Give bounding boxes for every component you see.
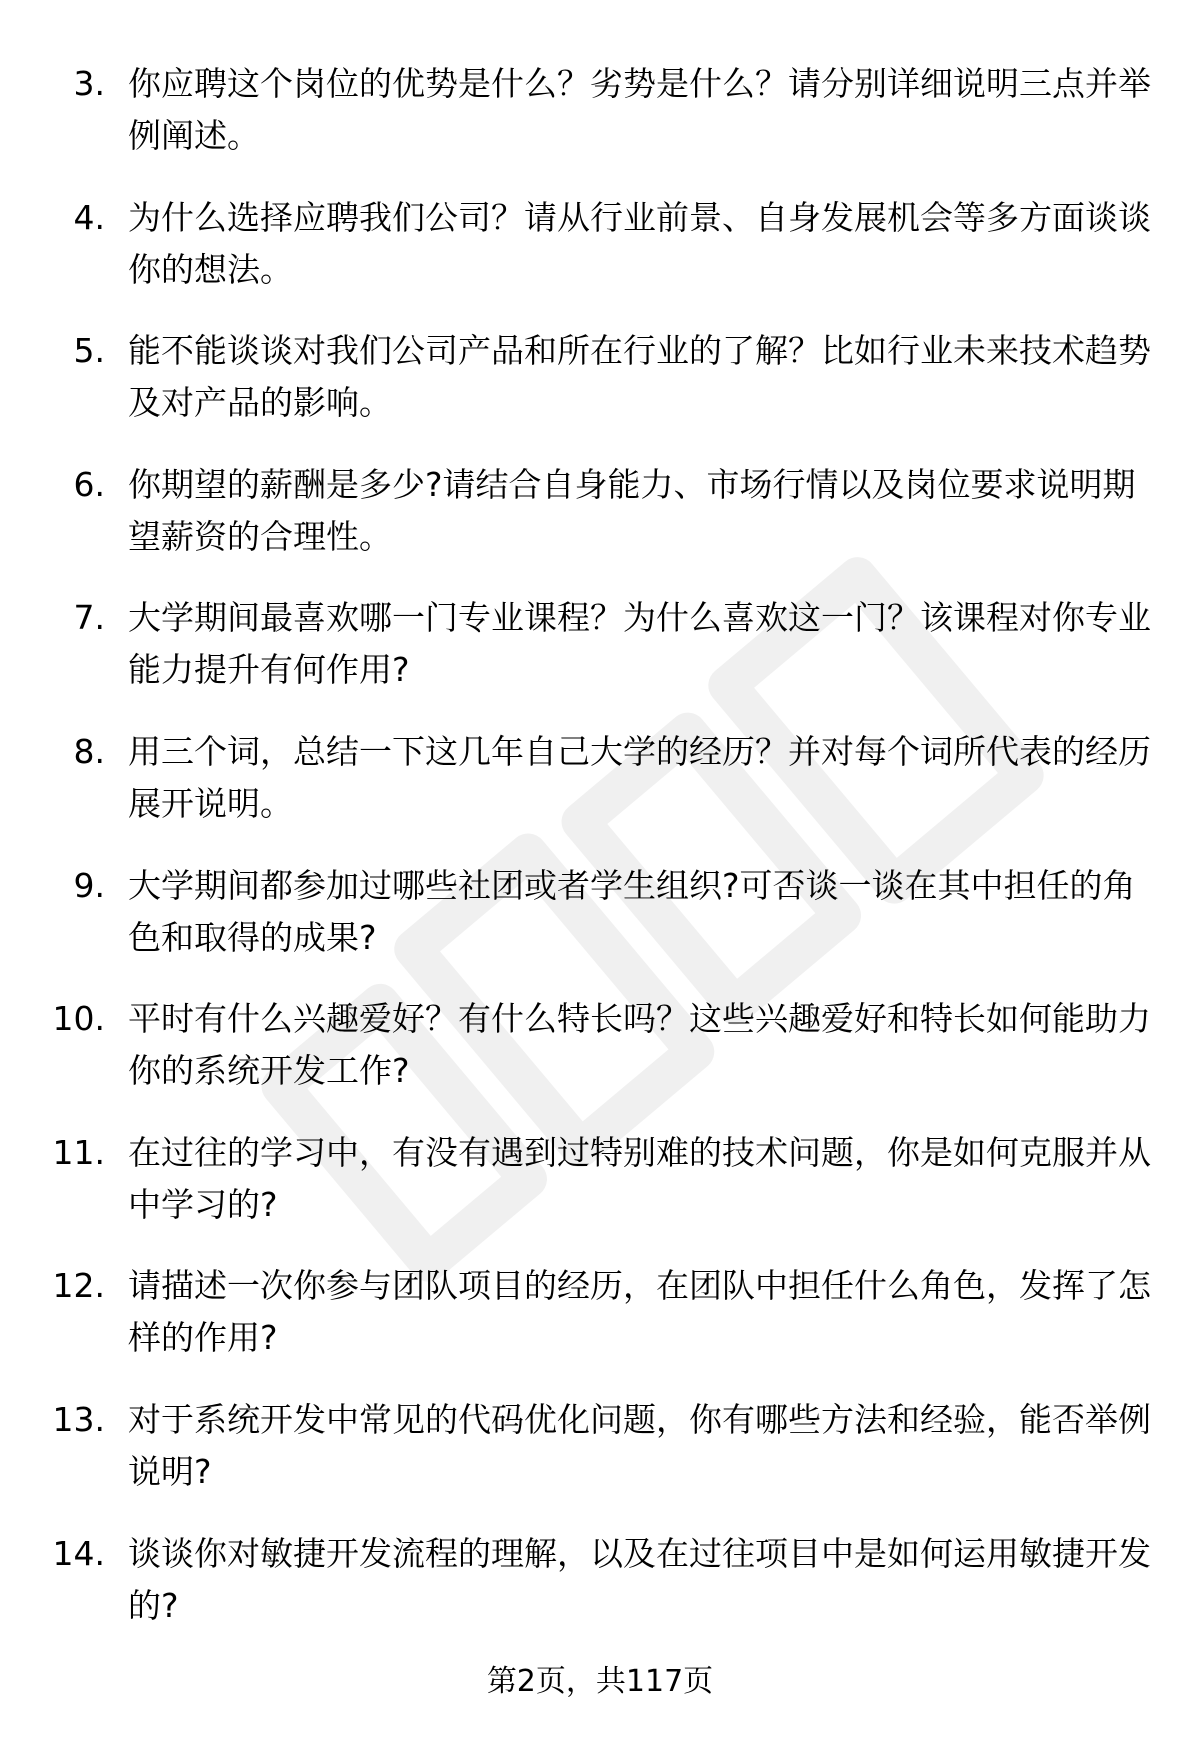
question-text: 你应聘这个岗位的优势是什么？劣势是什么？请分别详细说明三点并举例阐述。 xyxy=(128,64,1151,155)
question-number: 9. xyxy=(73,865,105,905)
list-item xyxy=(0,58,1200,192)
list-item xyxy=(0,1260,1200,1394)
question-text: 大学期间都参加过哪些社团或者学生组织?可否谈一谈在其中担任的角色和取得的成果? xyxy=(128,865,1136,957)
question-text: 对于系统开发中常见的代码优化问题，你有哪些方法和经验，能否举例说明? xyxy=(128,1399,1151,1491)
question-number: 5. xyxy=(73,331,105,371)
question-number: 14. xyxy=(52,1533,105,1573)
list-item xyxy=(0,192,1200,326)
question-number: 6. xyxy=(73,464,105,504)
question-number: 8. xyxy=(73,731,105,771)
question-text: 请描述一次你参与团队项目的经历，在团队中担任什么角色，发挥了怎样的作用? xyxy=(128,1266,1151,1358)
question-text: 谈谈你对敏捷开发流程的理解，以及在过往项目中是如何运用敏捷开发的? xyxy=(128,1533,1151,1625)
question-text: 在过往的学习中，有没有遇到过特别难的技术问题，你是如何克服并从中学习的? xyxy=(128,1132,1151,1224)
list-item xyxy=(0,726,1200,860)
question-text: 用三个词，总结一下这几年自己大学的经历？并对每个词所代表的经历展开说明。 xyxy=(128,731,1151,823)
question-number: 4. xyxy=(73,197,105,237)
list-item xyxy=(0,1528,1200,1662)
question-number: 13. xyxy=(52,1399,105,1439)
question-list xyxy=(0,58,1200,1661)
question-text: 你期望的薪酬是多少?请结合自身能力、市场行情以及岗位要求说明期望薪资的合理性。 xyxy=(128,464,1136,556)
question-number: 10. xyxy=(52,999,105,1039)
list-item xyxy=(0,592,1200,726)
question-text: 大学期间最喜欢哪一门专业课程？为什么喜欢这一门？该课程对你专业能力提升有何作用? xyxy=(128,598,1151,690)
list-item xyxy=(0,860,1200,994)
list-item xyxy=(0,459,1200,593)
question-text: 平时有什么兴趣爱好？有什么特长吗？这些兴趣爱好和特长如何能助力你的系统开发工作? xyxy=(128,999,1151,1091)
question-number: 11. xyxy=(52,1132,105,1172)
list-item xyxy=(0,325,1200,459)
question-text: 能不能谈谈对我们公司产品和所在行业的了解？比如行业未来技术趋势及对产品的影响。 xyxy=(128,331,1151,423)
question-text: 为什么选择应聘我们公司？请从行业前景、自身发展机会等多方面谈谈你的想法。 xyxy=(128,197,1151,289)
page-indicator: 第2页，共117页 xyxy=(486,1664,714,1699)
question-number: 12. xyxy=(52,1266,105,1306)
list-item xyxy=(0,1394,1200,1528)
question-number: 7. xyxy=(73,598,105,638)
list-item xyxy=(0,1127,1200,1261)
list-item xyxy=(0,993,1200,1127)
question-number: 3. xyxy=(73,64,105,103)
